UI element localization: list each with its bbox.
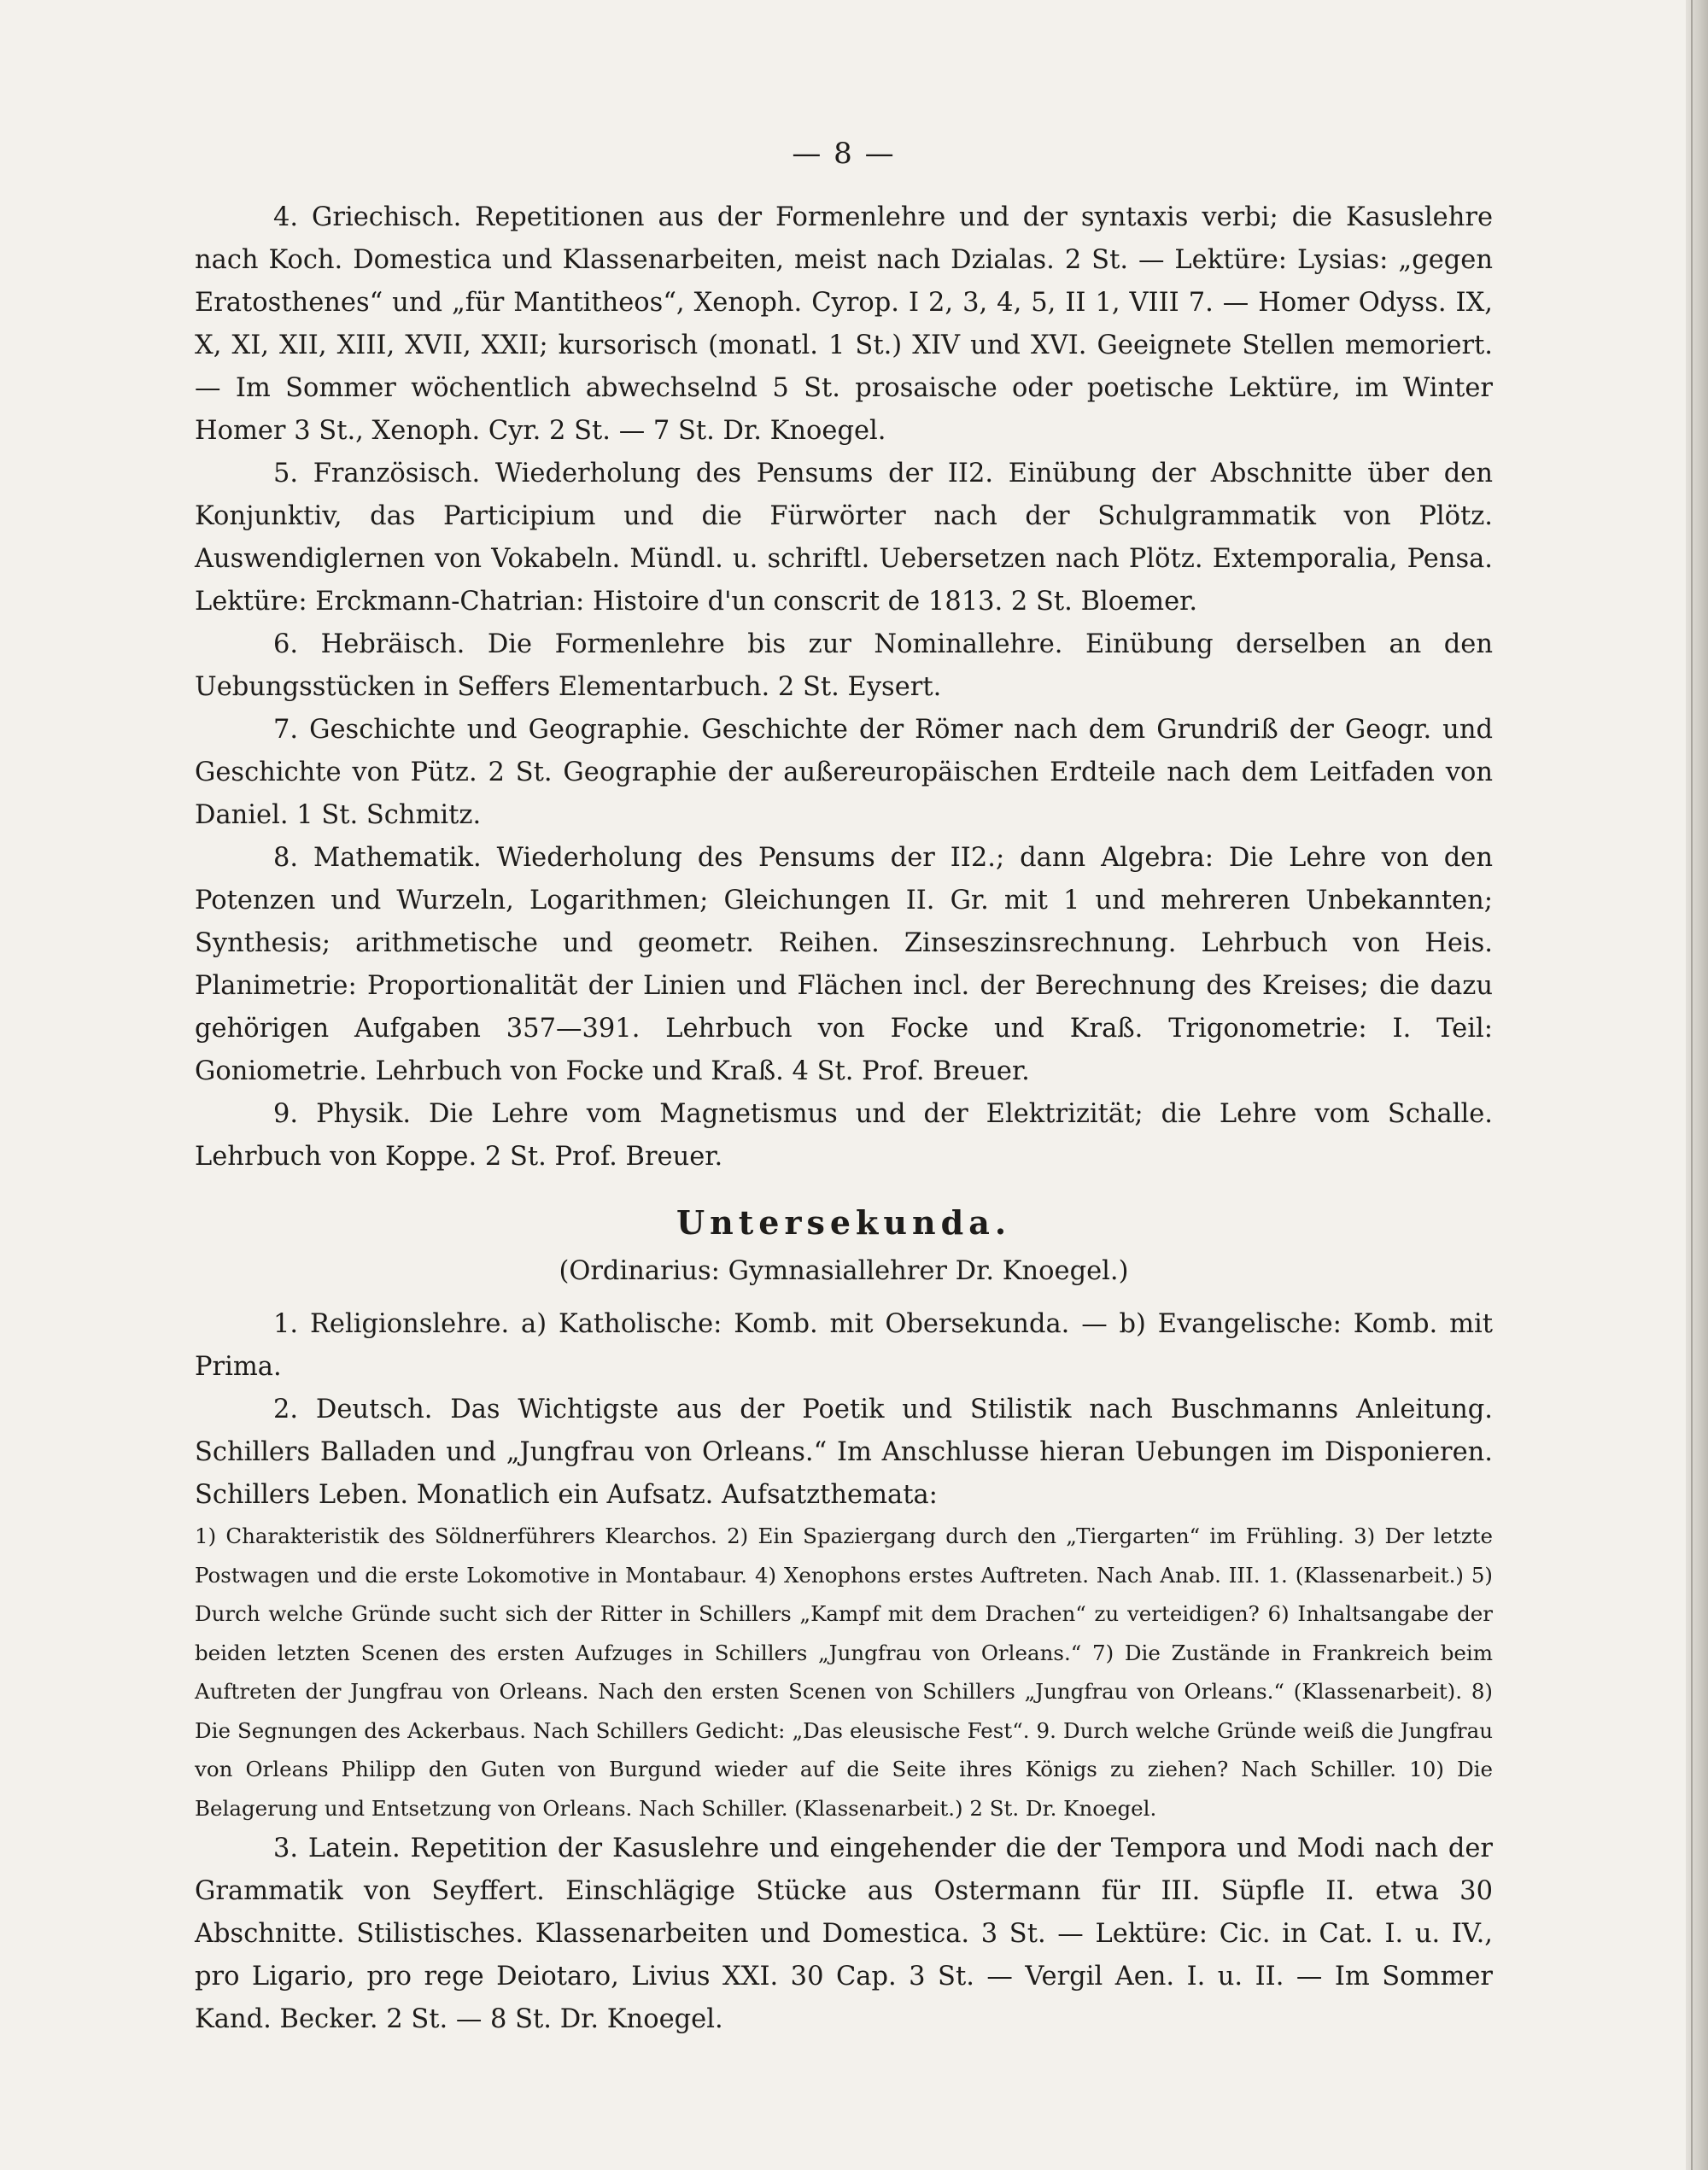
- paragraph-religion: 1. Religionslehre. a) Katholische: Komb. mit Obersekunda. — b) Evangelische: Komb. mit Prima.: [195, 1309, 1493, 1382]
- essay-topics-list: 1) Charakteristik des Söldnerführers Klearchos. 2) Ein Spaziergang durch den „Tiergarten“ im Frühling. 3) Der letzte Postwagen und die erste Lokomotive in Montabaur. 4) Xenophons erstes Auftreten. Nach Anab. III. 1. (Klassenarbeit.) 5) Durch welche Gründe sucht sich der Ritter in Schillers „Kampf mit dem Drachen“ zu verteidigen? 6) Inhaltsangabe der beiden letzten Scenen des ersten Aufzuges in Schillers „Jungfrau von Orleans.“ 7) Die Zustände in Frankreich beim Auftreten der Jungfrau von Orleans. Nach den ersten Scenen von Schillers „Jungfrau von Orleans.“ (Klassenarbeit). 8) Die Segnungen des Ackerbaus. Nach Schillers Gedicht: „Das eleusische Fest“. 9. Durch welche Gründe weiß die Jungfrau von Orleans Philipp den Guten von Burgund wieder auf die Seite ihres Königs zu ziehen? Nach Schiller. 10) Die Belagerung und Entsetzung von Orleans. Nach Schiller. (Klassenarbeit.) 2 St. Dr. Knoegel.: [195, 1524, 1493, 1821]
- page-number: — 8 —: [792, 137, 896, 171]
- section-title: Untersekunda.: [676, 1203, 1012, 1242]
- paragraph-deutsch: 2. Deutsch. Das Wichtigste aus der Poetik und Stilistik nach Buschmanns Anleitung. Schillers Balladen und „Jungfrau von Orleans.“ Im Anschlusse hieran Uebungen im Disponieren. Schillers Leben. Monatlich ein Aufsatz. Aufsatzthemata:: [195, 1395, 1493, 1510]
- paragraph-griechisch: 4. Griechisch. Repetitionen aus der Formenlehre und der syntaxis verbi; die Kasuslehre nach Koch. Domestica und Klassenarbeiten, meist nach Dzialas. 2 St. — Lektüre: Lysias: „gegen Eratosthenes“ und „für Mantitheos“, Xenoph. Cyrop. I 2, 3, 4, 5, II 1, VIII 7. — Homer Odyss. IX, X, XI, XII, XIII, XVII, XXII; kursorisch (monatl. 1 St.) XIV und XVI. Geeignete Stellen memoriert. — Im Sommer wöchentlich abwechselnd 5 St. prosaische oder poetische Lektüre, im Winter Homer 3 St., Xenoph. Cyr. 2 St. — 7 St. Dr. Knoegel.: [195, 202, 1493, 446]
- paragraph-franzoesisch: 5. Französisch. Wiederholung des Pensums der II2. Einübung der Abschnitte über den Konjunktiv, das Participium und die Fürwörter nach der Schulgrammatik von Plötz. Auswendiglernen von Vokabeln. Mündl. u. schriftl. Uebersetzen nach Plötz. Extemporalia, Pensa. Lektüre: Erckmann-Chatrian: Histoire d'un conscrit de 1813. 2 St. Bloemer.: [195, 459, 1493, 617]
- paragraph-physik: 9. Physik. Die Lehre vom Magnetismus und der Elektrizität; die Lehre vom Schalle. Lehrbuch von Koppe. 2 St. Prof. Breuer.: [195, 1099, 1493, 1172]
- scan-binding-line: [1691, 0, 1693, 2170]
- document-page: [195, 137, 1493, 2041]
- paragraph-latein: 3. Latein. Repetition der Kasuslehre und eingehender die der Tempora und Modi nach der Grammatik von Seyffert. Einschlägige Stücke aus Ostermann für III. Süpfle II. etwa 30 Abschnitte. Stilistisches. Klassenarbeiten und Domestica. 3 St. — Lektüre: Cic. in Cat. I. u. IV., pro Ligario, pro rege Deiotaro, Livius XXI. 30 Cap. 3 St. — Vergil Aen. I. u. II. — Im Sommer Kand. Becker. 2 St. — 8 St. Dr. Knoegel.: [195, 1834, 1493, 2034]
- scan-page-edge: [1686, 0, 1708, 2170]
- paragraph-geschichte: 7. Geschichte und Geographie. Geschichte der Römer nach dem Grundriß der Geogr. und Geschichte von Pütz. 2 St. Geographie der außereuropäischen Erdteile nach dem Leitfaden von Daniel. 1 St. Schmitz.: [195, 715, 1493, 830]
- paragraph-mathematik: 8. Mathematik. Wiederholung des Pensums der II2.; dann Algebra: Die Lehre von den Potenzen und Wurzeln, Logarithmen; Gleichungen II. Gr. mit 1 und mehreren Unbekannten; Synthesis; arithmetische und geometr. Reihen. Zinseszinsrechnung. Lehrbuch von Heis. Planimetrie: Proportionalität der Linien und Flächen incl. der Berechnung des Kreises; die dazu gehörigen Aufgaben 357—391. Lehrbuch von Focke und Kraß. Trigonometrie: I. Teil: Goniometrie. Lehrbuch von Focke und Kraß. 4 St. Prof. Breuer.: [195, 843, 1493, 1086]
- section-subtitle: (Ordinarius: Gymnasiallehrer Dr. Knoegel.): [559, 1256, 1129, 1286]
- paragraph-hebraeisch: 6. Hebräisch. Die Formenlehre bis zur Nominallehre. Einübung derselben an den Uebungsstücken in Seffers Elementarbuch. 2 St. Eysert.: [195, 629, 1493, 702]
